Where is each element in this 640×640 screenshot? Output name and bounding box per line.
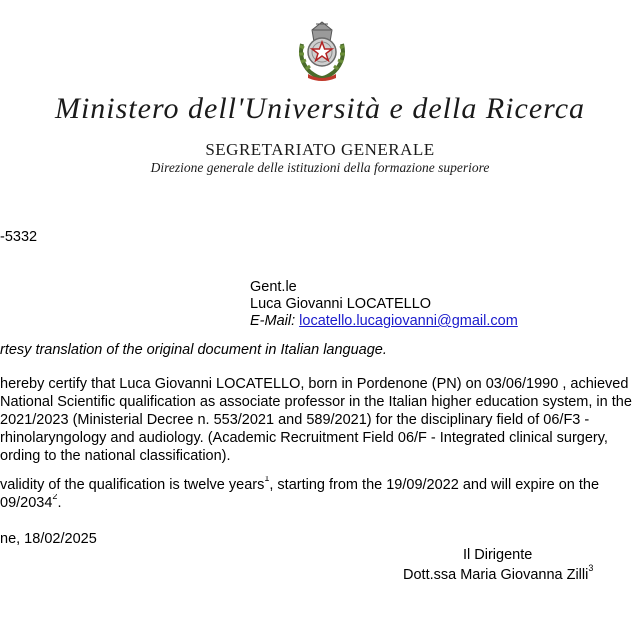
signer-name: Dott.ssa Maria Giovanna Zilli <box>403 567 589 583</box>
paragraph-line: 2021/2023 (Ministerial Decree n. 553/2021 and 589/2021) for the disciplinary field of 06/F3 - <box>0 412 590 428</box>
paragraph-line: 09/2034$^2$. <box>0 494 640 512</box>
paragraph-line: validity of the qualification is twelve years$^1$, starting from the 19/09/2022 and will expire on the <box>0 476 640 494</box>
paragraph-line: ording to the national classification). <box>0 448 231 464</box>
secretariat-title: SEGRETARIATO GENERALE <box>205 140 435 159</box>
footnote-marker: 3 <box>588 563 594 574</box>
ministry-name: Ministero dell'Università e della Ricerca <box>54 92 586 125</box>
email-label: E-Mail: <box>250 313 296 329</box>
paragraph-line: hereby certify that Luca Giovanni LOCATELLO, born in Pordenone (PN) on 03/06/1990 , achieved <box>0 376 629 392</box>
recipient-name: Luca Giovanni LOCATELLO <box>250 296 432 312</box>
signer-name-row <box>403 563 594 584</box>
signer-role: Il Dirigente <box>463 547 533 563</box>
email-link[interactable]: locatello.lucagiovanni@gmail.com <box>299 313 518 329</box>
protocol-number: -5332 <box>0 229 38 245</box>
validity-paragraph <box>0 476 640 512</box>
footnote-marker: 2 <box>52 494 58 502</box>
certification-paragraph <box>0 375 640 465</box>
footnote-marker: 1 <box>264 476 270 484</box>
translation-notice: rtesy translation of the original document in Italian language. <box>0 342 387 358</box>
paragraph-line: rhinolaryngology and audiology. (Academic Recruitment Field 06/F - Integrated clinical surgery, <box>0 430 608 446</box>
paragraph-line: National Scientific qualification as associate professor in the Italian higher education system, in the <box>0 394 632 410</box>
recipient-salutation: Gent.le <box>250 279 297 295</box>
place-date: ne, 18/02/2025 <box>0 531 97 547</box>
directorate-title: Direzione generale delle istituzioni della formazione superiore <box>150 160 490 175</box>
italian-republic-emblem <box>292 16 352 82</box>
recipient-email-row <box>250 312 518 330</box>
